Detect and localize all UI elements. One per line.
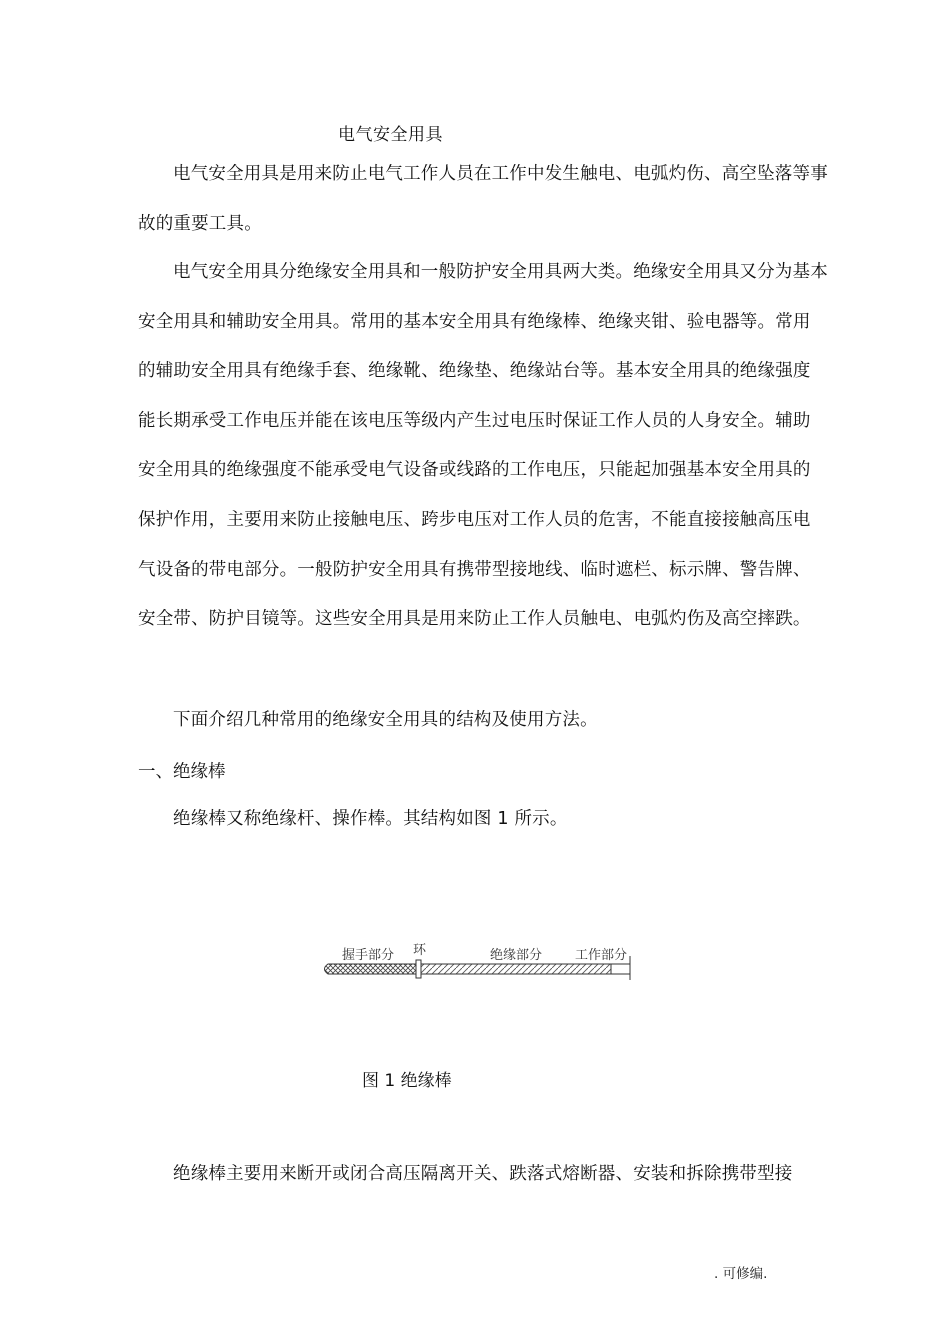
section-heading: 一、绝缘棒	[138, 762, 226, 782]
document-title: 电气安全用具	[338, 125, 443, 145]
label-ring: 环	[413, 943, 427, 958]
insulating-rod-drawing	[318, 938, 638, 988]
footer-watermark: . 可修编.	[714, 1266, 768, 1282]
paragraph-classification: 电气安全用具分绝缘安全用具和一般防护安全用具两大类。绝缘安全用具又分为基本安全用具和辅助安全用具。常用的基本安全用具有绝缘棒、绝缘夹钳、验电器等。常用的辅助安全用具有绝缘手套、绝缘靴、绝缘垫、绝缘站台等。基本安全用具的绝缘强度能长期承受工作电压并能在该电压等级内产生过电压时保证工作人员的人身安全。辅助安全用具的绝缘强度不能承受电气设备或线路的工作电压，只能起加强基本安全用具的保护作用，主要用来防止接触电压、跨步电压对工作人员的危害，不能直接接触高压电气设备的带电部分。一般防护安全用具有携带型接地线、临时遮栏、标示牌、警告牌、安全带、防护目镜等。这些安全用具是用来防止工作人员触电、电弧灼伤及高空摔跌。	[138, 262, 828, 630]
figure-caption: 图 1 绝缘棒	[362, 1071, 452, 1091]
paragraph-usage: 绝缘棒主要用来断开或闭合高压隔离开关、跌落式熔断器、安装和拆除携带型接	[173, 1164, 793, 1184]
paragraph-overview: 下面介绍几种常用的绝缘安全用具的结构及使用方法。	[173, 710, 598, 730]
paragraph-insulating-rod-def: 绝缘棒又称绝缘杆、操作棒。其结构如图 1 所示。	[173, 809, 568, 829]
label-insulation: 绝缘部分	[490, 948, 543, 963]
insulating-rod-figure	[318, 938, 638, 988]
label-working: 工作部分	[575, 948, 628, 963]
paragraph-intro: 电气安全用具是用来防止电气工作人员在工作中发生触电、电弧灼伤、高空坠落等事故的重要工具。	[138, 164, 828, 234]
label-grip: 握手部分	[342, 948, 395, 963]
